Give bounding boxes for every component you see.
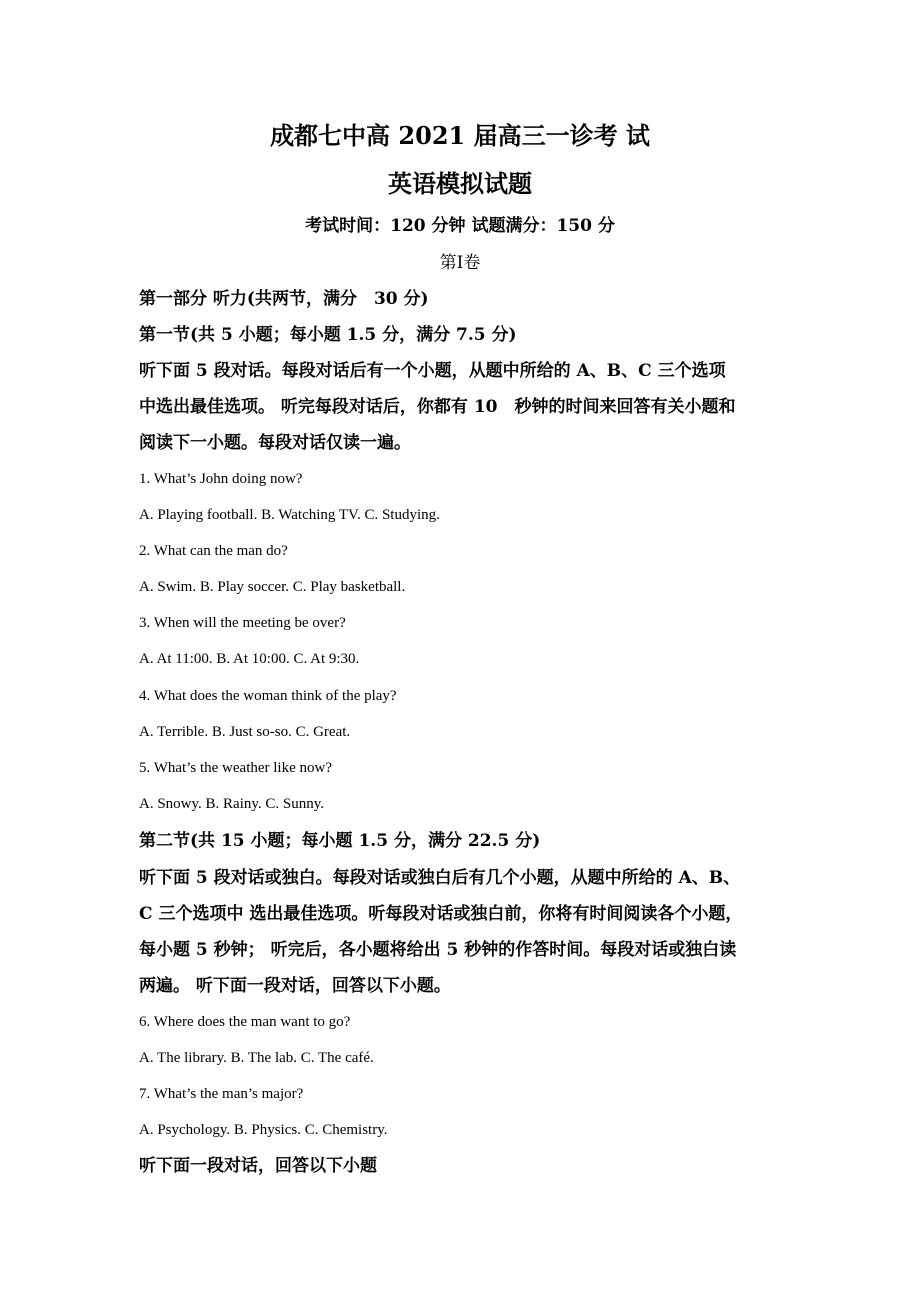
section1-instruction-line: 中选出最佳选项。 听完每段对话后，你都有 10 秒钟的时间来回答有关小题和 xyxy=(139,397,736,417)
question-6-options: A. The library. B. The lab. C. The café. xyxy=(139,1050,374,1066)
exam-title: 成都七中高 2021 届高三一诊考 试 xyxy=(270,121,650,150)
section2-heading: 第二节(共 15 小题；每小题 1.5 分，满分 22.5 分) xyxy=(139,831,541,851)
section2-instruction-line: 听下面 5 段对话或独白。每段对话或独白后有几个小题，从题中所给的 A、B、 xyxy=(139,868,741,888)
section1-instruction-line: 阅读下一小题。每段对话仅读一遍。 xyxy=(139,433,411,453)
question-7: 7. What’s the man’s major? xyxy=(139,1086,304,1102)
section1-heading: 第一节(共 5 小题；每小题 1.5 分，满分 7.5 分) xyxy=(139,325,517,345)
question-3: 3. When will the meeting be over? xyxy=(139,615,346,631)
question-1: 1. What’s John doing now? xyxy=(139,471,303,487)
question-5-options: A. Snowy. B. Rainy. C. Sunny. xyxy=(139,796,325,812)
question-3-options: A. At 11:00. B. At 10:00. C. At 9:30. xyxy=(139,651,360,667)
next-dialogue-instruction: 听下面一段对话，回答以下小题 xyxy=(139,1156,377,1176)
exam-info: 考试时间：120 分钟 试题满分：150 分 xyxy=(305,216,615,236)
volume-label: 第Ⅰ卷 xyxy=(439,253,481,273)
exam-subject: 英语模拟试题 xyxy=(388,169,532,198)
question-4-options: A. Terrible. B. Just so-so. C. Great. xyxy=(139,724,351,740)
section2-instruction-line: 每小题 5 秒钟； 听完后，各小题将给出 5 秒钟的作答时间。每段对话或独白读 xyxy=(139,940,737,960)
question-7-options: A. Psychology. B. Physics. C. Chemistry. xyxy=(139,1122,388,1138)
question-1-options: A. Playing football. B. Watching TV. C. Studying. xyxy=(139,507,440,523)
section1-instruction-line: 听下面 5 段对话。每段对话后有一个小题，从题中所给的 A、B、C 三个选项 xyxy=(139,361,726,381)
question-2: 2. What can the man do? xyxy=(139,543,288,559)
question-4: 4. What does the woman think of the play? xyxy=(139,688,397,704)
section2-instruction-line: 两遍。 听下面一段对话，回答以下小题。 xyxy=(139,976,451,996)
section2-instruction-line: C 三个选项中 选出最佳选项。听每段对话或独白前，你将有时间阅读各个小题， xyxy=(139,904,743,924)
question-5: 5. What’s the weather like now? xyxy=(139,760,332,776)
question-2-options: A. Swim. B. Play soccer. C. Play basketball. xyxy=(139,579,406,595)
part1-heading: 第一部分 听力(共两节，满分 30 分) xyxy=(139,289,429,309)
question-6: 6. Where does the man want to go? xyxy=(139,1014,351,1030)
